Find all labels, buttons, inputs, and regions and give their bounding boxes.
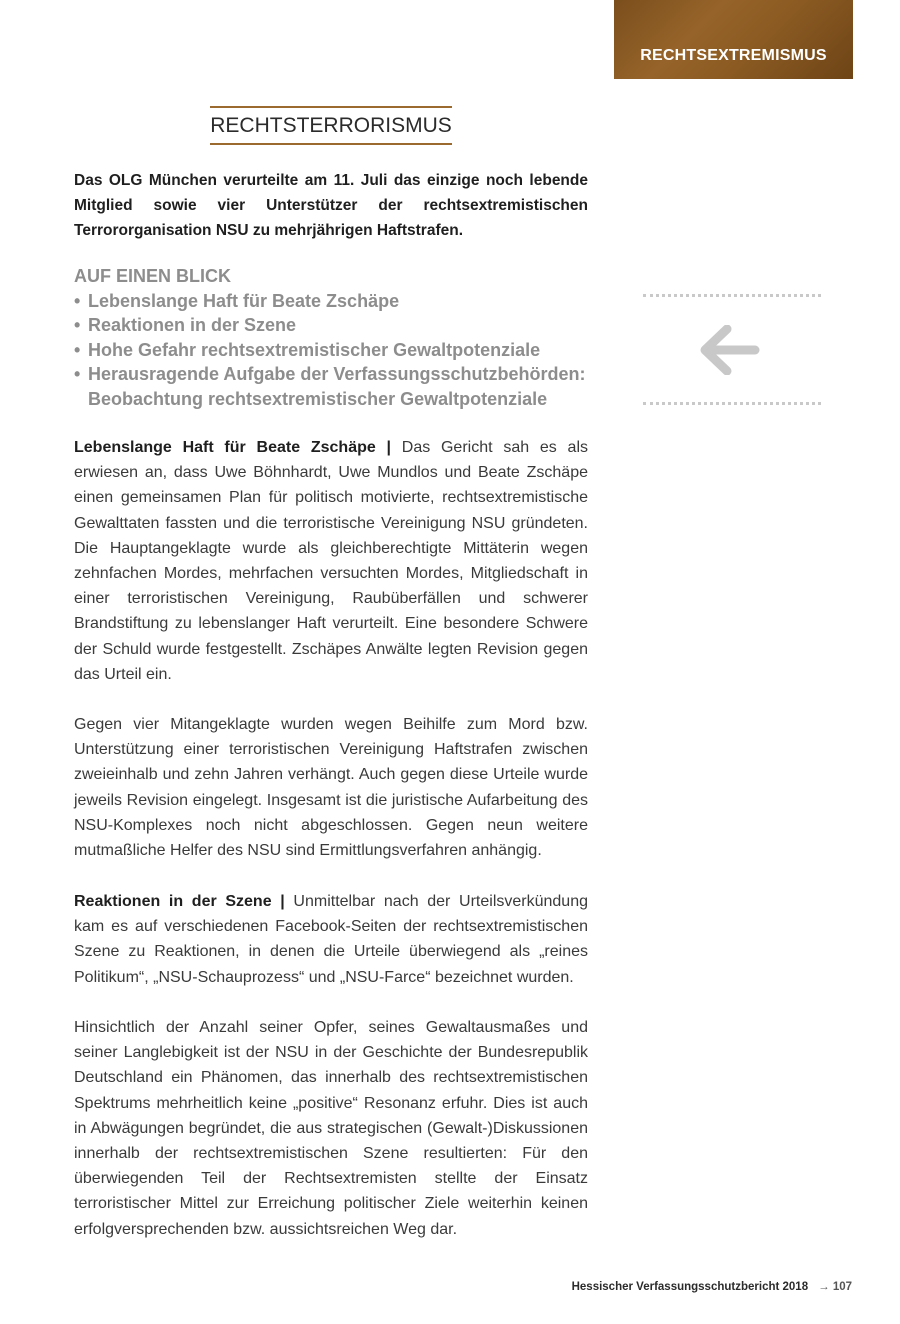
page-number: 107: [832, 1281, 852, 1293]
list-item: • Reaktionen in der Szene: [74, 313, 604, 338]
dotted-divider-bottom: [643, 402, 821, 405]
chapter-tab: [614, 0, 853, 79]
dotted-divider-top: [643, 294, 821, 297]
at-a-glance-box: [74, 264, 604, 411]
chapter-tab-label: RECHTSEXTREMISMUS: [640, 47, 827, 64]
publication-title: Hessischer Verfassungsschutzbericht 2018: [571, 1281, 809, 1293]
body-paragraph: [74, 1015, 588, 1242]
page-indicator: [818, 1281, 852, 1293]
section-title: RECHTSTERRORISMUS: [210, 106, 452, 145]
body-paragraph: [74, 435, 588, 687]
paragraph-label: Reaktionen in der Szene |: [74, 893, 285, 910]
at-a-glance-list: [74, 289, 604, 412]
arrow-left-icon: [697, 325, 761, 375]
at-a-glance-heading: AUF EINEN BLICK: [74, 266, 231, 286]
paragraph-text: Unmittelbar nach der Urteilsverkündung kam es auf verschiedenen Facebook-Seiten der rechtsextremistischen Szene zu Reaktionen, in denen die Urteile überwiegend als „reines Politikum“, „NSU-Schauprozess“ und „NSU-Farce“ bezeichnet wurden.: [74, 893, 588, 986]
list-item: • Lebenslange Haft für Beate Zschäpe: [74, 289, 604, 314]
list-item: • Herausragende Aufgabe der Verfassungsschutzbehörden: Beobachtung rechtsextremistischer Gewaltpotenziale: [74, 362, 604, 411]
lead-paragraph: Das OLG München verurteilte am 11. Juli das einzige noch lebende Mitglied sowie vier Unterstützer der rechtsextremistischen Terrororganisation NSU zu mehrjährigen Haftstrafen.: [74, 172, 588, 239]
body-paragraph: [74, 889, 588, 990]
body-paragraph: [74, 712, 588, 863]
paragraph-label: Lebenslange Haft für Beate Zschäpe |: [74, 439, 392, 456]
paragraph-text: Gegen vier Mitangeklagte wurden wegen Beihilfe zum Mord bzw. Unterstützung einer terroristischen Vereinigung Haftstrafen zwischen zweieinhalb und zehn Jahren verhängt. Auch gegen diese Urteile wurde jeweils Revision eingelegt. Insgesamt ist die juristische Aufarbeitung des NSU-Komplexes noch nicht abgeschlossen. Gegen neun weitere mutmaßliche Helfer des NSU sind Ermittlungsverfahren anhängig.: [74, 716, 588, 860]
list-item: • Hohe Gefahr rechtsextremistischer Gewaltpotenziale: [74, 338, 604, 363]
paragraph-text: Hinsichtlich der Anzahl seiner Opfer, seines Gewaltausmaßes und seiner Langlebigkeit ist der NSU in der Geschichte der Bundesrepublik Deutschland ein Phänomen, das innerhalb des rechtsextremistischen Spektrums mehrheitlich keine „positive“ Resonanz erfuhr. Dies ist auch in Abwägungen begründet, die aus strategischen (Gewalt-)Diskussionen innerhalb der rechtsextremistischen Szene resultierten: Für den überwiegenden Teil der Rechtsextremisten stellte der Einsatz terroristischer Mittel zur Erreichung politischer Ziele weiterhin keinen erfolgversprechenden bzw. aussichtsreichen Weg dar.: [74, 1019, 588, 1238]
paragraph-text: Das Gericht sah es als erwiesen an, dass Uwe Böhnhardt, Uwe Mundlos und Beate Zschäpe einen gemeinsamen Plan für politisch motivierte, rechtsextremistische Gewalttaten fassten und die terroristische Vereinigung NSU gründeten. Die Hauptangeklagte wurde als gleichberechtigte Mittäterin wegen zehnfachen Mordes, mehrfachen versuchten Mordes, Mitgliedschaft in einer terroristischen Vereinigung, Raubüberfällen und schwerer Brandstiftung zu lebenslanger Haft verurteilt. Eine besondere Schwere der Schuld wurde festgestellt. Zschäpes Anwälte legten Revision gegen das Urteil ein.: [74, 439, 588, 683]
page-footer: [572, 1281, 852, 1293]
page-arrow-icon: →: [818, 1281, 830, 1293]
